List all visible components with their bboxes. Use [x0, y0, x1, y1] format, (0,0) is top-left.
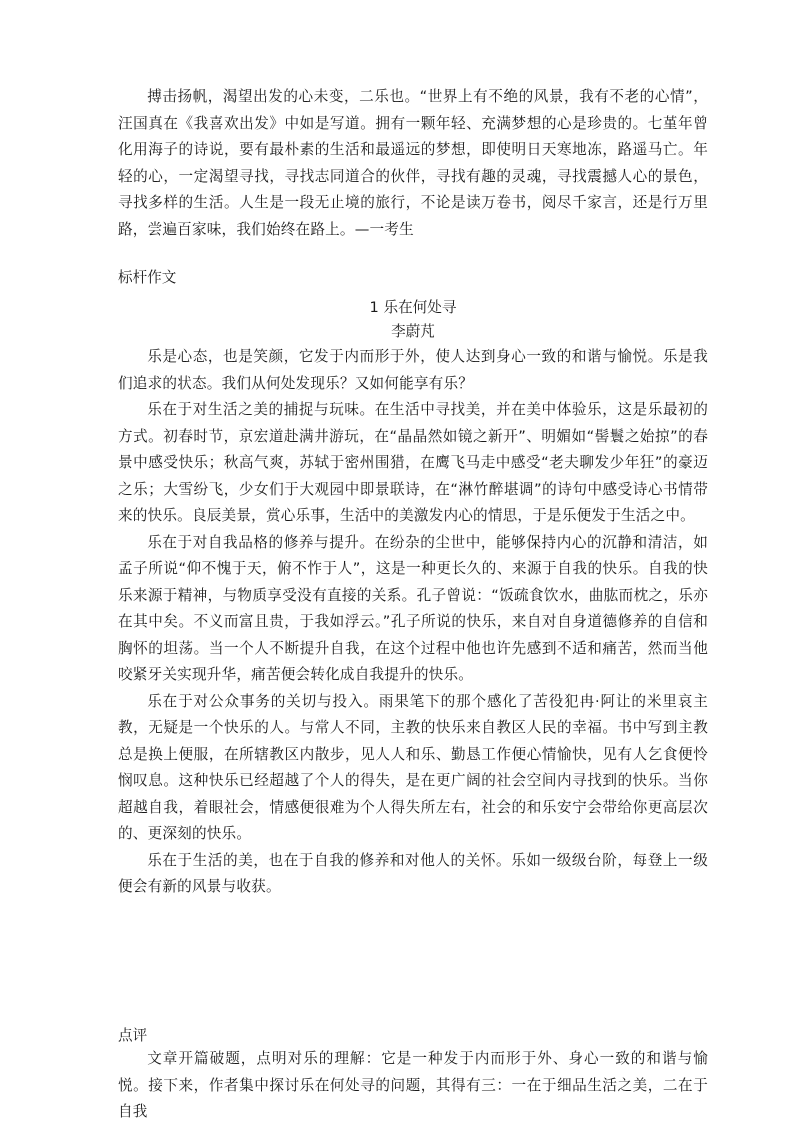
essay-paragraph: 乐在于对生活之美的捕捉与玩味。在生活中寻找美，并在美中体验乐，这是乐最初的方式。初春时节，京宏道赴满井游玩，在“晶晶然如镜之新开”、明媚如“髻鬟之始掠”的春景中感受快乐；秋高气爽，苏轼于密州围猎，在鹰飞马走中感受“老夫聊发少年狂”的豪迈之乐；大雪纷飞，少女们于大观园中即景联诗，在“淋竹醉堪调”的诗句中感受诗心书情带来的快乐。良辰美景，赏心乐事，生活中的美激发内心的情思，于是乐便发于生活之中。	[118, 401, 708, 524]
essay-body	[118, 344, 708, 901]
intro-paragraph: 搏击扬帆，渴望出发的心未变，二乐也。“世界上有不绝的风景，我有不老的心情”，汪国真在《我喜欢出发》中如是写道。拥有一颗年轻、充满梦想的心是珍贵的。七堇年曾化用海子的诗说，要有最朴素的生活和最遥远的梦想，即使明日天寒地冻，路遥马亡。年轻的心，一定渴望寻找，寻找志同道合的伙伴，寻找有趣的灵魂，寻找震撼人心的景色，寻找多样的生活。人生是一段无止境的旅行，不论是读万卷书，阅尽千家言，还是行万里路，尝遍百家味，我们始终在路上。—一考生	[118, 88, 708, 238]
essay-paragraph: 乐是心态，也是笑颜，它发于内而形于外，使人达到身心一致的和谐与愉悦。乐是我们追求的状态。我们从何处发现乐？又如何能享有乐？	[118, 348, 708, 392]
essay-paragraph: 乐在于生活的美，也在于自我的修养和对他人的关怀。乐如一级级台阶，每登上一级便会有新的风景与收获。	[118, 851, 708, 895]
review-label: 点评	[118, 1027, 148, 1044]
essay-paragraph: 乐在于对自我品格的修养与提升。在纷杂的尘世中，能够保持内心的沉静和清洁，如孟子所说“仰不愧于天，俯不怍于人”，这是一种更长久的、来源于自我的快乐。自我的快乐来源于精神，与物质享受没有直接的关系。孔子曾说：“饭疏食饮水，曲肱而枕之，乐亦在其中矣。不义而富且贵，于我如浮云。”孔子所说的快乐，来自对自身道德修养的自信和胸怀的坦荡。当一个人不断提升自我，在这个过程中他也许先感到不适和痛苦，然而当他咬紧牙关实现升华，痛苦便会转化成自我提升的快乐。	[118, 533, 708, 683]
essay-title: 1 乐在何处寻	[369, 299, 457, 316]
review-paragraph: 文章开篇破题，点明对乐的理解：它是一种发于内而形于外、身心一致的和谐与愉悦。接下来，作者集中探讨乐在何处寻的问题，其得有三：一在于细品生活之美，二在于自我	[118, 1050, 708, 1120]
essay-paragraph: 乐在于对公众事务的关切与投入。雨果笔下的那个感化了苦役犯冉·阿让的米里哀主教，无疑是一个快乐的人。与常人不同，主教的快乐来自教区人民的幸福。书中写到主教总是换上便服，在所辖教区内散步，见人人和乐、勤恳工作便心情愉快，见有人乞食便怜悯叹息。这种快乐已经超越了个人的得失，是在更广阔的社会空间内寻找到的快乐。当你超越自我，着眼社会，情感便很难为个人得失所左右，社会的和乐安宁会带给你更高层次的、更深刻的快乐。	[118, 692, 708, 842]
section-label: 标杆作文	[118, 269, 177, 286]
essay-author: 李蔚芃	[391, 323, 435, 340]
